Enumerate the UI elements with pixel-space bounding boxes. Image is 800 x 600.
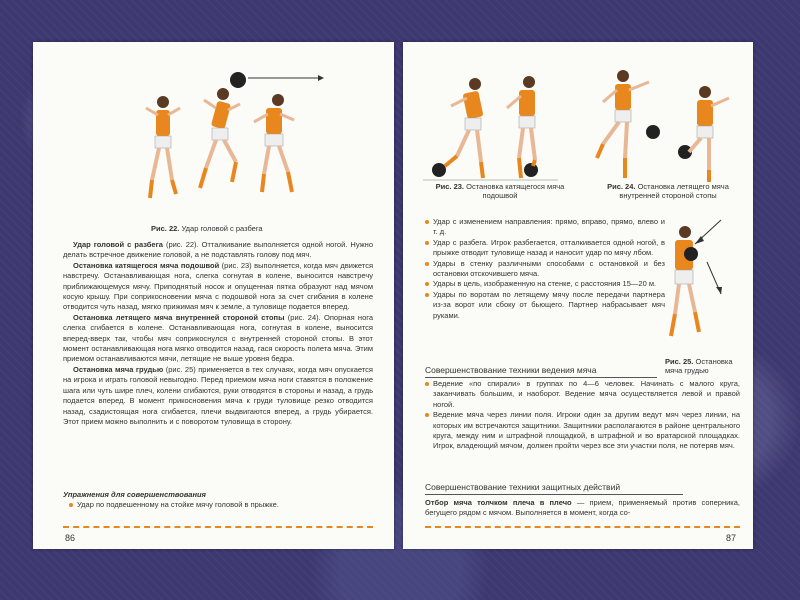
right-bullets-mid: [425, 379, 740, 452]
right-last-paragraph: Отбор мяча толчком плеча в плечо — прием, применяемый против соперника, бегущего рядом с мячом. Выполняется в момент, когда со-: [425, 498, 740, 518]
player-figure-8: [671, 226, 699, 336]
bullet-item: Ведение мяча через линии поля. Игроки один за другим ведут мяч через линии, на которых им встречаются защитники. Защитники располагаются в районе центрального круга, между ним и штрафной площадкой, в штрафной и во вратарской площадках. Игрок, владеющий мячом, должен пройти через все эти участки поля, не потеряв мяч.: [425, 410, 740, 452]
ball-icon: [230, 72, 246, 88]
figure-23-caption: Рис. 23. Остановка катящегося мяча подошвой: [435, 182, 565, 201]
exercise-item: Удар по подвешенному на стойке мячу головой в прыжке.: [69, 500, 373, 510]
paragraph-4: Остановка мяча грудью (рис. 25) применяется в тех случаях, когда мяч опускается на игрока и играть головой невыгодно. Перед приемом мяча ноги ставятся в положение шага или чуть шире плеч, колени сгибаются, руки отводятся в стороны и назад, а грудь подается вперед. В момент прикосновения мяча к груди туловище резко отводится назад, сзадистоящая нога сгибается, плечи выдвигаются вперед, а грудь убирается. Этот прием можно выполнить и с поворотом туловища в сторону.: [63, 364, 373, 426]
figure-25-caption: Рис. 25. Остановка мяча грудью: [665, 357, 733, 376]
paragraph-2: Остановка катящегося мяча подошвой (рис. 23) выполняется, когда мяч движется навстречу. Останавливающая нога, слегка согнутая в колене, выносится навстречу приближающемуся мячу. Приподнятый носок и опущенная пятка образуют над мячом косую крышу. При соприкосновении мяча с подошвой нога за счет сгибания в колене отводится чуть назад, мягко прижимая мяч к земле, а туловище подается вперед.: [63, 260, 373, 312]
page-divider: [63, 526, 373, 528]
bullet-item: Удар с изменением направления: прямо, вправо, прямо, влево и т. д.: [425, 217, 665, 238]
figure-24-illustration: [593, 62, 743, 192]
player-figure-6: [597, 70, 649, 178]
figure-24-caption: Рис. 24. Остановка летящего мяча внутренней стороной стопы: [607, 182, 729, 201]
bullet-item: Удар с разбега. Игрок разбегается, отталкивается одной ногой, в прыжке отводит туловище назад и наносит удар по мячу лбом.: [425, 238, 665, 259]
bullet-item: Удары в стенку различными способами с остановкой и без остановки отскочившего мяча.: [425, 259, 665, 280]
right-bullets-top: [425, 217, 665, 321]
figure-23-illustration: [423, 62, 563, 192]
figure-25-illustration: [661, 214, 741, 344]
exercises-heading: Упражнения для совершенствования: [63, 490, 206, 499]
ball-icon: [524, 163, 538, 177]
bullet-item: Ведение «по спирали» в группах по 4—6 человек. Начинать с малого круга, заканчивать большим, и наоборот. Ведение мяча осуществляется левой и правой ногой.: [425, 379, 740, 410]
player-figure-7: [689, 86, 729, 182]
figure-22-caption: Рис. 22. Удар головой с разбега: [151, 224, 263, 233]
ball-icon: [646, 125, 660, 139]
ball-icon: [432, 163, 446, 177]
bullet-item: Удары в цель, изображенную на стенке, с расстояния 15—20 м.: [425, 279, 665, 289]
section-heading-defense: Совершенствование техники защитных действий: [425, 482, 683, 495]
left-body-text: [63, 240, 373, 427]
page-86: [33, 42, 394, 549]
player-figure-2: [200, 88, 240, 188]
page-87: [403, 42, 753, 549]
figure-22-illustration: [128, 60, 358, 210]
section-heading-dribbling: Совершенствование техники ведения мяча: [425, 365, 657, 378]
ball-icon: [684, 247, 698, 261]
player-figure-5: [507, 76, 535, 178]
bullet-item: Удары по воротам по летящему мячу после передачи партнера из-за ворот или сбоку от бьющего. Партнер набрасывает мяч руками.: [425, 290, 665, 321]
paragraph-1: Удар головой с разбега (рис. 22). Отталкивание выполняется одной ногой. Нужно делать встречное движение головой, а не подставлять голову под мяч.: [63, 240, 373, 260]
page-number: 87: [726, 533, 737, 543]
player-figure-4: [445, 78, 484, 178]
page-number: 86: [65, 533, 76, 543]
player-figure-3: [254, 94, 294, 192]
page-divider: [425, 526, 740, 528]
player-figure-1: [146, 96, 180, 198]
paragraph-3: Остановка летящего мяча внутренней стороной стопы (рис. 24). Опорная нога слегка сгибается в колене. Останавливающая нога, согнутая в колене, выносится вперед-вверх так, чтобы мяч соприкоснулся с внутренней стороной стопы. В этот момент останавливающая нога мягко отводится назад, гася скорость полета мяча. Этим приемом останавливаются мячи, летящие не выше уровня бедра.: [63, 312, 373, 364]
exercises-block: [63, 490, 373, 511]
